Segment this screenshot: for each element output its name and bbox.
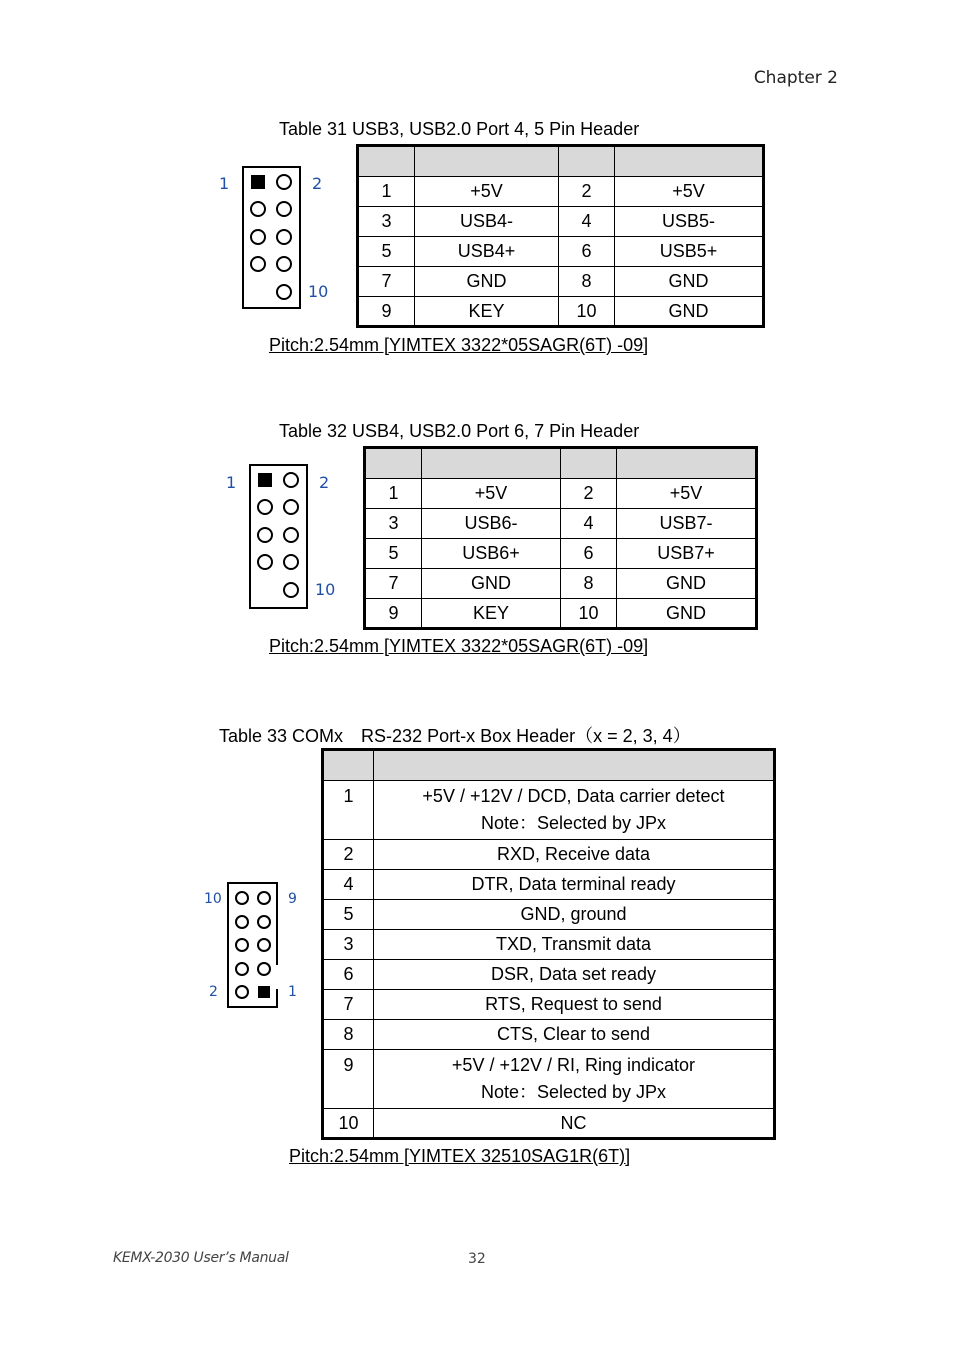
pin-number: 5 [323,900,374,930]
pin-label-1: 1 [219,174,230,193]
table-row [358,237,764,267]
pin-circle [258,555,272,569]
table-row [365,569,757,599]
pin-number: 7 [323,990,374,1020]
keying-notch [275,965,278,989]
signal-description [374,1050,775,1109]
pin-circle [236,892,248,904]
table31-pitch-note: Pitch:2.54mm [YIMTEX 3322*05SAGR(6T) -09] [269,335,649,355]
table-row [323,840,775,870]
pin-number: 5 [365,539,422,569]
table-row [365,509,757,539]
signal-name: GND [422,569,561,599]
table32-caption: Table 32 USB4, USB2.0 Port 6, 7 Pin Header [279,421,640,441]
pin-label-2: 2 [319,473,330,492]
table33-pitch-note: Pitch:2.54mm [YIMTEX 32510SAG1R(6T)] [289,1146,631,1166]
pin-label-10: 10 [315,580,336,599]
signal-name: USB7+ [617,539,757,569]
pin-grid [227,882,278,1008]
signal-name: KEY [415,297,559,327]
usb-header-diagram-1 [216,160,336,320]
signal-name: KEY [422,599,561,629]
signal-description: NC [374,1109,775,1139]
signal-name: USB4- [415,207,559,237]
signal-name: GND [615,267,764,297]
pin-number: 2 [323,840,374,870]
signal-name: USB7- [617,509,757,539]
pin-circle [258,892,270,904]
pin-label-10: 10 [308,282,329,301]
pin-label-2: 2 [312,174,323,193]
pin-circle [277,175,291,189]
signal-note: Note：Selected by JPx [480,813,667,833]
signal-name: GND [617,599,757,629]
pin-number: 9 [365,599,422,629]
signal-name: GND [615,297,764,327]
pin-circle [258,500,272,514]
signal-description: CTS, Clear to send [374,1020,775,1050]
signal-name: +5V [422,479,561,509]
pin-number: 3 [323,930,374,960]
pin-circle [236,916,248,928]
pin-number: 4 [323,870,374,900]
com-box-header-diagram [198,877,308,1013]
pin-number: 6 [561,539,617,569]
signal-description: RTS, Request to send [374,990,775,1020]
manual-title: KEMX-2030 User’s Manual [113,1250,289,1266]
pin-number: 10 [323,1109,374,1139]
pin-circle [258,916,270,928]
pin-number: 5 [358,237,415,267]
pin-circle [251,257,265,271]
page-number: 32 [468,1251,486,1267]
pin-circle [277,285,291,299]
usb-header-diagram-2 [223,459,343,619]
signal-description: DTR, Data terminal ready [374,870,775,900]
table-row [358,297,764,327]
signal-description: RXD, Receive data [374,840,775,870]
table-row [358,177,764,207]
signal-name: GND [617,569,757,599]
pin-number: 2 [561,479,617,509]
pin-number: 10 [561,599,617,629]
signal-line: +5V / +12V / DCD, Data carrier detect [422,786,725,806]
pin-number: 6 [559,237,615,267]
pin-number: 8 [323,1020,374,1050]
signal-name: +5V [617,479,757,509]
signal-name: GND [415,267,559,297]
pin-circle [236,986,248,998]
table-row [323,1109,775,1139]
pin-circle [277,230,291,244]
table-row [358,267,764,297]
pin1-square [258,473,272,487]
table-row [365,539,757,569]
pin-number: 2 [559,177,615,207]
pin1-square [258,986,270,998]
pin-grid [249,464,308,609]
pin-number: 8 [561,569,617,599]
pin-circle [277,257,291,271]
signal-name: USB4+ [415,237,559,267]
pin-circle [284,500,298,514]
table-row [365,479,757,509]
pin1-square [251,175,265,189]
table-row [365,599,757,629]
pin-circle [284,528,298,542]
table31-pin-table [356,144,765,328]
pin-label-10: 10 [204,891,222,907]
pin-number: 4 [561,509,617,539]
pin-label-1: 1 [288,984,297,1000]
table-row [358,207,764,237]
signal-line: +5V / +12V / RI, Ring indicator [451,1055,696,1075]
pin-number: 9 [323,1050,374,1109]
pin-number: 3 [358,207,415,237]
pin-number: 6 [323,960,374,990]
signal-name: USB6+ [422,539,561,569]
pin-number: 10 [559,297,615,327]
signal-name: USB5+ [615,237,764,267]
table-row [323,900,775,930]
pin-circle [284,473,298,487]
pin-number: 7 [365,569,422,599]
pin-circle [277,202,291,216]
table33-caption: Table 33 COMx RS-232 Port-x Box Header（x = 2, 3, 4） [219,726,691,746]
pin-number: 3 [365,509,422,539]
pin-circle [251,202,265,216]
table-row [323,1050,775,1109]
pin-number: 1 [323,781,374,840]
pin-circle [284,583,298,597]
pin-number: 8 [559,267,615,297]
table-row [323,781,775,840]
table-row [323,1020,775,1050]
pin-number: 1 [358,177,415,207]
table-row [323,870,775,900]
table-row [323,990,775,1020]
pin-circle [236,963,248,975]
pin-circle [258,528,272,542]
pin-label-9: 9 [288,891,297,907]
pin-number: 7 [358,267,415,297]
pin-number: 9 [358,297,415,327]
pin-label-1: 1 [226,473,237,492]
pin-grid [242,166,301,309]
pin-circle [258,939,270,951]
table-row [323,960,775,990]
pin-number: 4 [559,207,615,237]
table32-pin-table [363,446,758,630]
signal-note: Note：Selected by JPx [480,1082,667,1102]
pin-label-2: 2 [209,984,218,1000]
signal-name: USB5- [615,207,764,237]
table32-pitch-note: Pitch:2.54mm [YIMTEX 3322*05SAGR(6T) -09] [269,636,649,656]
signal-description [374,781,775,840]
pin-number: 1 [365,479,422,509]
signal-description: TXD, Transmit data [374,930,775,960]
signal-name: +5V [615,177,764,207]
signal-name: +5V [415,177,559,207]
table-row [323,930,775,960]
table31-caption: Table 31 USB3, USB2.0 Port 4, 5 Pin Header [279,119,640,139]
pin-circle [251,230,265,244]
pin-circle [284,555,298,569]
table33-pin-table [321,748,776,1140]
chapter-heading: Chapter 2 [753,68,838,88]
signal-description: DSR, Data set ready [374,960,775,990]
signal-name: USB6- [422,509,561,539]
pin-circle [236,939,248,951]
signal-description: GND, ground [374,900,775,930]
pin-circle [258,963,270,975]
